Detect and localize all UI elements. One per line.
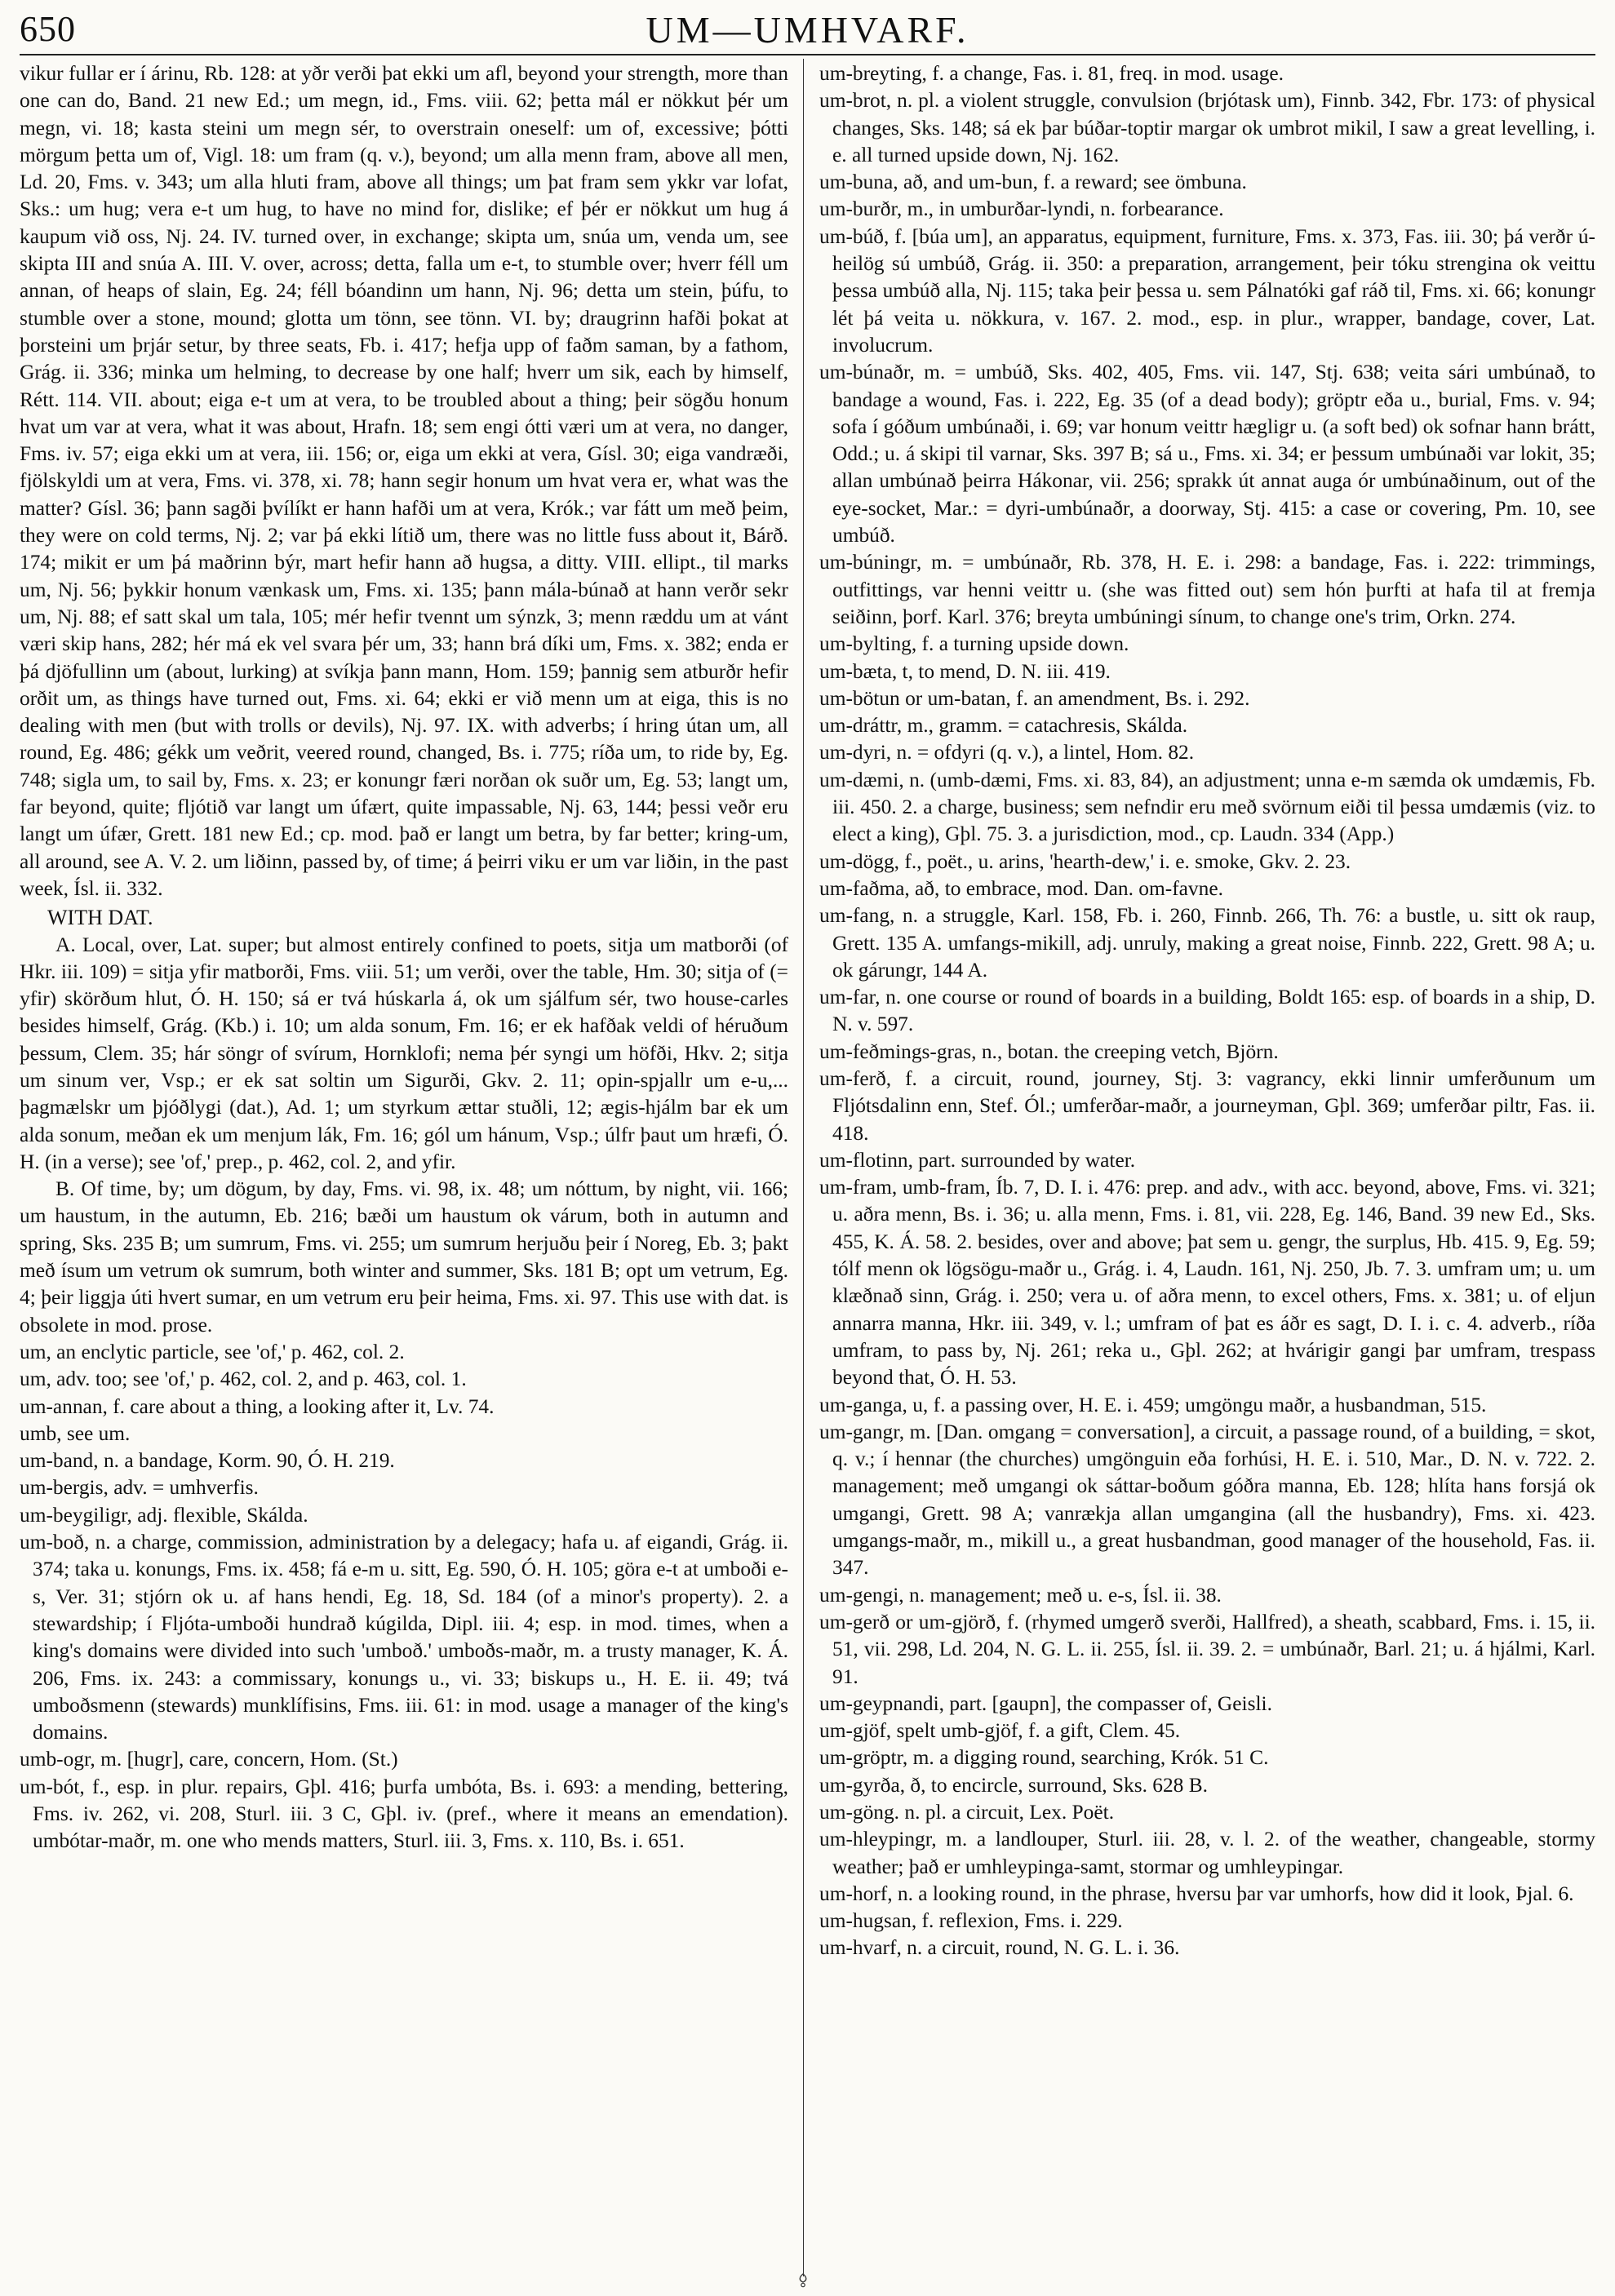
entry-um-bergis: um-bergis, adv. = umhverfis.	[20, 1476, 259, 1500]
entry-um-fedmings-gras: um-feðmings-gras, n., botan. the creeping vetch, Björn.	[819, 1039, 1279, 1063]
entry-um-flotinn: um-flotinn, part. surrounded by water.	[819, 1148, 1136, 1172]
entry-um-botun: um-bötun or um-batan, f. an amendment, Bs. i. 292.	[819, 686, 1250, 710]
entry-um-gangr: um-gangr, m. [Dan. omgang = conversation], a circuit, a passage round, of a building, = skot, q. v.; í hennar (the churches) umgönguin eða forhúsi, H. E. i. 510, Mar., D. N. v. 722. 2. management; með umgangi ok sáttar-boðum góðra manna, Eb. 128; hlíta hans forsjá ok umgangi, Grett. 98 A; vanrækja allan umgangina (all the husbandry), Fms. xi. 423. umgangs-maðr, m., mikill u., a great husbandman, good manager of the household, Fas. ii. 347.	[819, 1420, 1595, 1580]
entry-um-horf: um-horf, n. a looking round, in the phrase, hversu þar var umhorfs, how did it look, Þjal. 6.	[819, 1882, 1574, 1905]
entry-um-brot: um-brot, n. pl. a violent struggle, convulsion (brjótask um), Finnb. 342, Fbr. 173: of physical changes, Sks. 148; sá ek þar búðar-toptir margar ok umbrot mikil, I saw a great levelling, i. e. all turned upside down, Nj. 162.	[819, 89, 1595, 166]
entry-um-daemi: um-dæmi, n. (umb-dæmi, Fms. xi. 83, 84), an adjustment; unna e-m sæmda ok umdæmis, Fb. iii. 450. 2. a charge, business; sem nefndir eru með svörnum eiði til þessa umdæmis (viz. to elect a king), Gþl. 75. 3. a jurisdiction, mod., cp. Laudn. 334 (App.)	[819, 768, 1595, 846]
entry-um-groptr: um-gröptr, m. a digging round, searching, Krók. 51 C.	[819, 1746, 1269, 1770]
entry-um-bylting: um-bylting, f. a turning upside down.	[819, 632, 1129, 656]
entry-um-fang: um-fang, n. a struggle, Karl. 158, Fb. i. 260, Finnb. 266, Th. 76: a bustle, u. sitt ok raup, Grett. 135 A. umfangs-mikill, adj. unruly, making a great noise, Finnb. 222, Grett. 98 A; u. ok gárungr, 144 A.	[819, 904, 1595, 982]
entry-continuation: vikur fullar er í árinu, Rb. 128: at yðr verði þat ekki um afl, beyond your strength, more than one can do, Band. 21 new Ed.; um megn, id., Fms. viii. 62; þetta mál er nökkut þér um megn, vi. 18; kasta steini um megn sér, to overstrain oneself: um of, excessive; þótti mörgum þetta um of, Vigl. 18: um fram (q. v.), beyond; um alla menn fram, above all men, Ld. 20, Fms. v. 343; um alla hluti fram, above all things; um þat fram sem ykkr var lofat, Sks.: um hug; vera e-t um hug, to have no mind for, dislike; ef þér er nökkut um hug á kaupum við oss, Nj. 24. IV. turned over, in exchange; skipta um, snúa um, venda um, see skipta III and snúa A. III. V. over, across; detta, falla um e-t, to stumble over; hverr féll um annan, of heaps of slain, Eg. 24; féll bóandinn um hann, Nj. 96; detta um stein, þúfu, to stumble over a stone, mound; glotta um tönn, see tönn. VI. by; draugrinn hafði þokat at þorsteini um þrjár setur, by three seats, Fb. i. 417; hefja upp of faðm saman, by a fathom, Grág. ii. 336; minka um helming, to decrease by one half; hverr um sik, each by himself, Rétt. 114. VII. about; eiga e-t um at vera, to be troubled about a thing; þeir sögðu honum hvat um var at vera, what it was about, Hrafn. 18; sem engi ótti væri um at vera, no danger, Fms. iv. 57; eiga ekki um at vera, iii. 156; or, eiga um ekki at vera, Gísl. 30; eiga vandræði, fjölskyldi um at vera, Fms. vi. 378, xi. 78; hann segir honum um hvat vera er, what was the matter? Gísl. 36; þann sagði þvílíkt er hann hafði um at vera, Krók.; var fátt um með þeim, they were on cold terms, Nj. 2; var þá ekki lítið um, there was no little fuss about it, Bárð. 174; mikit er um þá maðrinn býr, mart hefir hann að hugsa, a ditty. VIII. ellipt., til marks um, Nj. 56; þykkir honum vænkask um, Fms. xi. 135; þann mála-búnað at hann verðr sekr um, Nj. 88; ef satt skal um tala, 105; mér hefir tvennt um sýnzk, 3; menn ræddu um at vánt væri skip hans, 282; hér má ek vel svara þér um, 33; hann brá díki um, Fms. x. 382; enda er þá djöfullinn um (about, lurking) at svíkja þann mann, Hom. 159; þannig sem atburðr hefir orðit um, as things have turned out, Fms. xi. 64; ekki er við menn um at eiga, this is no dealing with men (but with trolls or devils), Nj. 97. IX. with adverbs; í hring útan um, all round, Eg. 486; gékk um veðrit, veered round, changed, Bs. i. 775; ríða um, to ride by, Eg. 748; sigla um, to sail by, Fms. x. 23; er konungr færi norðan ok suðr um, Eg. 53; langt um, far beyond, quite; fljótið var langt um úfært, quite impassable, Nj. 63, 144; þessi veðr eru langt um úfær, Grett. 181 new Ed.; cp. mod. það er langt um betra, by far better; kring-um, all around, see A. V. 2. um liðinn, passed by, of time; á þeirri viku er um var liðin, in the past week, Ísl. ii. 332.	[20, 62, 788, 900]
entry-um-beygiligr: um-beygiligr, adj. flexible, Skálda.	[20, 1503, 308, 1527]
entry-um-burdr: um-burðr, m., in umburðar-lyndi, n. forbearance.	[819, 197, 1224, 221]
entry-um-fram: um-fram, umb-fram, Íb. 7, D. I. i. 476: prep. and adv., with acc. beyond, above, Fms. vi. 321; u. aðra menn, Bs. i. 36; u. alla menn, Fms. i. 81, vii. 228, Eg. 146, Band. 39 new Ed., Sks. 455, K. Á. 58. 2. besides, over and above; þat sem u. gengr, the surplus, Hb. 415. 9, Eg. 59; tólf menn ok lögsögu-maðr u., Grág. i. 4, Laudn. 161, Nj. 250, Jb. 7. 3. umfram um; u. um klæðnað sinn, Grág. i. 250; vera u. of aðra menn, to excel others, Fms. x. 381; u. of eljun annarra manna, Hkr. iii. 349, v. l.; umfram of þat es áðr es sagt, D. I. i. c. 4. adverb., ríða umfram, to pass by, Nj. 261; reka u., Gþl. 262; at hvárigir gangi þar umfram, trespass beyond that, Ó. H. 53.	[819, 1176, 1595, 1390]
entry-um-baeta: um-bæta, t, to mend, D. N. iii. 419.	[819, 659, 1111, 683]
entry-um-breyting: um-breyting, f. a change, Fas. i. 81, freq. in mod. usage.	[819, 62, 1284, 85]
entry-um-gengi: um-gengi, n. management; með u. e-s, Ísl. ii. 38.	[819, 1583, 1222, 1607]
entry-um-adv: um, adv. too; see 'of,' p. 462, col. 2, and p. 463, col. 1.	[20, 1367, 467, 1391]
entry-um-dogg: um-dögg, f., poët., u. arins, 'hearth-dew,' i. e. smoke, Gkv. 2. 23.	[819, 849, 1351, 873]
entry-um-hleypingr: um-hleypingr, m. a landlouper, Sturl. iii. 28, v. l. 2. of the weather, changeable, stormy weather; það er umhleypinga-samt, stormar og umhleypingar.	[819, 1828, 1595, 1878]
entry-um-bunadr: um-búnaðr, m. = umbúð, Sks. 402, 405, Fms. vii. 147, Stj. 638; veita sári umbúnað, to bandage a wound, Fas. i. 222, Eg. 35 (of a dead body); gröptr eða u., burial, Fms. v. 94; sofa í góðum umbúnaði, i. 69; var honum veittr hægligr u. (a soft bed) ok sofnar hann brátt, Odd.; u. á skipi til varnar, Sks. 397 B; sá u., Fms. xi. 34; er þessum umbúnaði var lokit, 35; allan umbúnað þeirra Hákonar, vii. 256; sprakk út annat auga ór umbúnaðinum, out of the eye-socket, Mar.: = dyri-umbúnaðr, a doorway, Stj. 415: a case or covering, Pm. 10, see umbúð.	[819, 361, 1595, 547]
page-header	[20, 8, 1595, 55]
page-number: 650	[20, 9, 76, 49]
divider-ornament-icon	[796, 2273, 810, 2288]
entry-um-band: um-band, n. a bandage, Korm. 90, Ó. H. 219.	[20, 1449, 395, 1473]
entry-um-bud: um-búð, f. [búa um], an apparatus, equipment, furniture, Fms. x. 373, Fas. iii. 30; þá verðr ú-heilög sú umbúð, Grág. ii. 350: a preparation, arrangement, þeir tóku strengina ok veittu þessa umbúð alla, Nj. 115; taka þeir þessa u. sem Pálnatóki gaf ráð til, Fms. xi. 66; konungr lét þá veita u. nökkura, v. 167. 2. mod., esp. in plur., wrapper, bandage, cover, Lat. involucrum.	[819, 224, 1595, 357]
entry-um-buningr: um-búningr, m. = umbúnaðr, Rb. 378, H. E. i. 298: a bandage, Fas. i. 222: trimmings, outfittings, var henni veittr u. (she was fitted out) sem hón þurfti at hafa til at fremja seiðinn, þorf. Karl. 376; breyta umbúningi sínum, to change one's trim, Orkn. 274.	[819, 551, 1595, 628]
entry-um-fadma: um-faðma, að, to embrace, mod. Dan. om-favne.	[819, 876, 1223, 900]
entry-um-ferd: um-ferð, f. a circuit, round, journey, Stj. 3: vagrancy, ekki linnir umferðunum um Fljótsdalinn enn, Stef. Ól.; umferðar-maðr, a journeyman, Gþl. 369; umferðar piltr, Fas. ii. 418.	[819, 1066, 1595, 1145]
entry-um-particle: um, an enclytic particle, see 'of,' p. 462, col. 2.	[20, 1340, 405, 1363]
right-column	[819, 60, 1595, 2280]
entry-umb-ogr: umb-ogr, m. [hugr], care, concern, Hom. (St.)	[20, 1748, 398, 1771]
section-heading: WITH DAT.	[47, 906, 153, 930]
entry-um-bod: um-boð, n. a charge, commission, administration by a delegacy; hafa u. af eigandi, Grág. ii. 374; taka u. konungs, Fms. ix. 458; fá e-m u. sitt, Eg. 590, Ó. H. 105; göra e-t at umboði e-s, Ver. 31; stjórn ok u. af hans hendi, Eg. 18, Sd. 184 (of a minor's property). 2. a stewardship; í Fljóta-umboði hundrað kúgilda, Dipl. iii. 4; esp. in mod. times, when a king's domains were divided into such 'umboð.' umboðs-maðr, m. a trusty manager, K. Á. 206, Fms. ix. 243: a commissary, konungs u., vi. 33; biskups u., H. E. ii. 49; tvá umboðsmenn (stewards) munklífisins, Fms. iii. 61: in mod. usage a manager of the king's domains.	[20, 1531, 788, 1744]
entry-um-gerd: um-gerð or um-gjörð, f. (rhymed umgerð sverði, Hallfred), a sheath, scabbard, Fms. i. 15, ii. 51, vii. 298, Ld. 204, N. G. L. ii. 255, Ísl. ii. 39. 2. = umbúnaðr, Barl. 21; u. á hjálmi, Karl. 91.	[819, 1610, 1595, 1688]
entry-um-buna: um-buna, að, and um-bun, f. a reward; see ömbuna.	[819, 171, 1247, 194]
section-b-paragraph: B. Of time, by; um dögum, by day, Fms. vi. 98, ix. 48; um nóttum, by night, vii. 166; um haustum, in the autumn, Eb. 216; bæði um haustum ok várum, both in autumn and spring, Sks. 235 B; um sumrum, Fms. vi. 255; um sumrum herjuðu þeir í Noreg, Eb. 3; þakt með ísum um vetrum ok sumrum, both winter and summer, Sks. 181 B; opt um vetrum, Eg. 4; þeir liggja úti hvert sumar, en um vetrum eru þeir heima, Fms. xi. 97. This use with dat. is obsolete in mod. prose.	[20, 1177, 788, 1336]
column-divider	[803, 59, 804, 2276]
entry-um-dyri: um-dyri, n. = ofdyri (q. v.), a lintel, Hom. 82.	[819, 741, 1195, 765]
entry-um-hugsan: um-hugsan, f. reflexion, Fms. i. 229.	[819, 1909, 1123, 1933]
entry-um-bot: um-bót, f., esp. in plur. repairs, Gþl. 416; þurfa umbóta, Bs. i. 693: a mending, bettering, Fms. iv. 262, vi. 208, Sturl. iii. 3 C, Gþl. iv. (pref., where it means an emendation). umbótar-maðr, m. one who mends matters, Sturl. iii. 3, Fms. x. 110, Bs. i. 651.	[20, 1775, 788, 1853]
entry-um-drattr: um-dráttr, m., gramm. = catachresis, Skálda.	[819, 714, 1188, 738]
entry-um-annan: um-annan, f. care about a thing, a looking after it, Lv. 74.	[20, 1394, 495, 1418]
entry-umb: umb, see um.	[20, 1421, 131, 1445]
entry-um-far: um-far, n. one course or round of boards in a building, Boldt 165: esp. of boards in a ship, D. N. v. 597.	[819, 986, 1595, 1036]
entry-um-ganga: um-ganga, u, f. a passing over, H. E. i. 459; umgöngu maðr, a husbandman, 515.	[819, 1393, 1487, 1416]
entry-um-gjof: um-gjöf, spelt umb-gjöf, f. a gift, Clem. 45.	[819, 1719, 1181, 1743]
section-a-paragraph: A. Local, over, Lat. super; but almost entirely confined to poets, sitja um matborði (of Hkr. iii. 109) = sitja yfir matborði, Fms. viii. 51; um verði, over the table, Hm. 30; sitja of (= yfir) skörðum hlut, Ó. H. 150; sá er tvá húskarla á, ok um sjálfum sér, two house-carles besides himself, Grág. (Kb.) i. 10; um alda sonum, Fm. 16; er ek hafðak veldi of héruðum þessum, Clem. 35; hár söngr of svírum, Hornklofi; nema þér syngi um höfði, Hkv. 2; sitja um sinum ver, Vsp.; er ek sat soltin um Sigurði, Gkv. 2. 11; opin-spjallr um e-u,... þagmælskr um þjóðlygi (dat.), Ad. 1; um styrkum ættar stuðli, 12; ægis-hjálm bar ek um alda sonum, meðan ek um menjum lák, Fm. 16; gól um hánum, Vsp.; úlfr þaut um hræfi, Ó. H. (in a verse); see 'of,' prep., p. 462, col. 2, and yfir.	[20, 933, 788, 1173]
entry-um-gyrda: um-gyrða, ð, to encircle, surround, Sks. 628 B.	[819, 1773, 1208, 1797]
page-title: UM—UMHVARF.	[646, 9, 969, 51]
header-rule	[20, 54, 1595, 55]
entry-um-geypnandi: um-geypnandi, part. [gaupn], the compasser of, Geisli.	[819, 1691, 1272, 1715]
entry-um-hvarf: um-hvarf, n. a circuit, round, N. G. L. i. 36.	[819, 1936, 1180, 1960]
entry-um-gong: um-göng. n. pl. a circuit, Lex. Poët.	[819, 1801, 1115, 1824]
left-column	[20, 60, 788, 2280]
